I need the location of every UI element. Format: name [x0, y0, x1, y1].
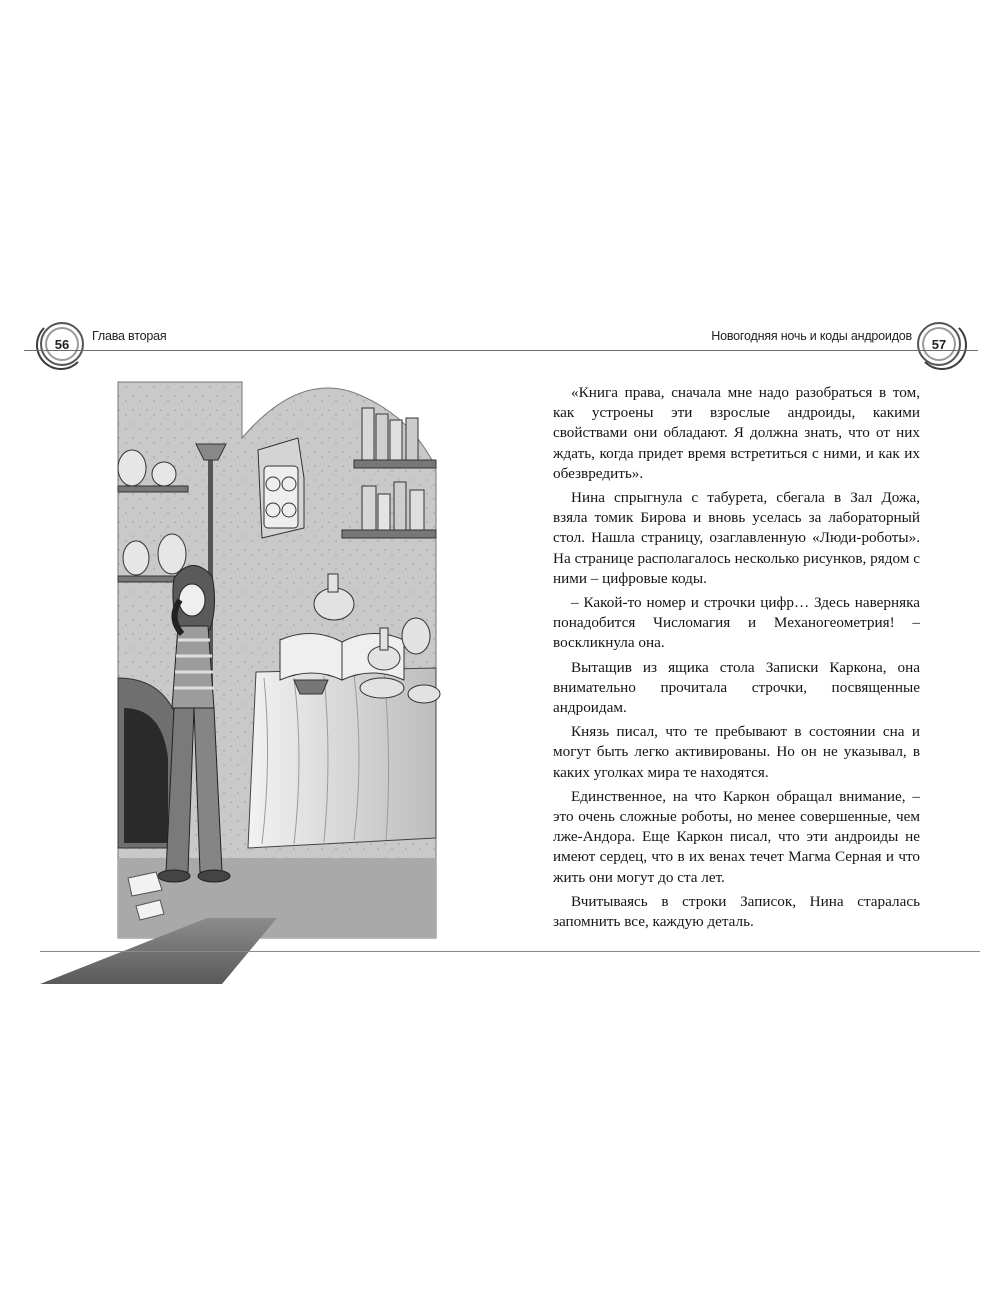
footer-rule [40, 951, 980, 952]
girl-in-laboratory-illustration [32, 378, 472, 986]
header-rule [24, 350, 978, 351]
paragraph: Вчитываясь в строки Записок, Нина старалась запомнить все, каждую деталь. [553, 892, 920, 931]
left-page-number: 56 [54, 336, 70, 352]
chapter-text [553, 383, 920, 932]
page-number-swoosh-icon [36, 320, 86, 370]
page-number-swoosh-icon [917, 320, 967, 370]
left-page-number-badge [40, 322, 84, 366]
paragraph: Единственное, на что Каркон обращал внимание, – это очень сложные роботы, но менее совершенные, чем лже-Андора. Еще Каркон писал, что эти андроиды не имеют сердец, что в их венах течет Магма Серная и что жить они могут до ста лет. [553, 787, 920, 886]
left-running-title: Глава вторая [92, 329, 167, 343]
right-page-number: 57 [931, 336, 947, 352]
paragraph: Нина спрыгнула с табурета, сбегала в Зал Дожа, взяла томик Бирова и вновь уселась за лабораторный стол. Нашла страницу, озаглавленную «Люди-роботы». На странице располагалось несколько рисунков, рядом с ними – цифровые коды. [553, 489, 920, 587]
paragraph: Князь писал, что те пребывают в состоянии сна и могут быть легко активированы. Но он не указывал, в каких уголках мира те находятся. [553, 723, 920, 781]
paragraph: – Какой-то номер и строчки цифр… Здесь наверняка понадобится Числомагия и Механогеометрия! – воскликнула она. [553, 594, 920, 652]
right-page-number-badge [917, 322, 961, 366]
paragraph: «Книга права, сначала мне надо разобраться в том, как устроены эти взрослые андроиды, какими свойствами они обладают. Я должна знать, что от них ждать, когда придет время встретиться с ними, и как их обезвредить». [553, 384, 920, 482]
right-running-title: Новогодняя ночь и коды андроидов [711, 329, 912, 343]
paragraph: Вытащив из ящика стола Записки Каркона, она внимательно прочитала строчки, посвященные андроидам. [553, 658, 920, 717]
